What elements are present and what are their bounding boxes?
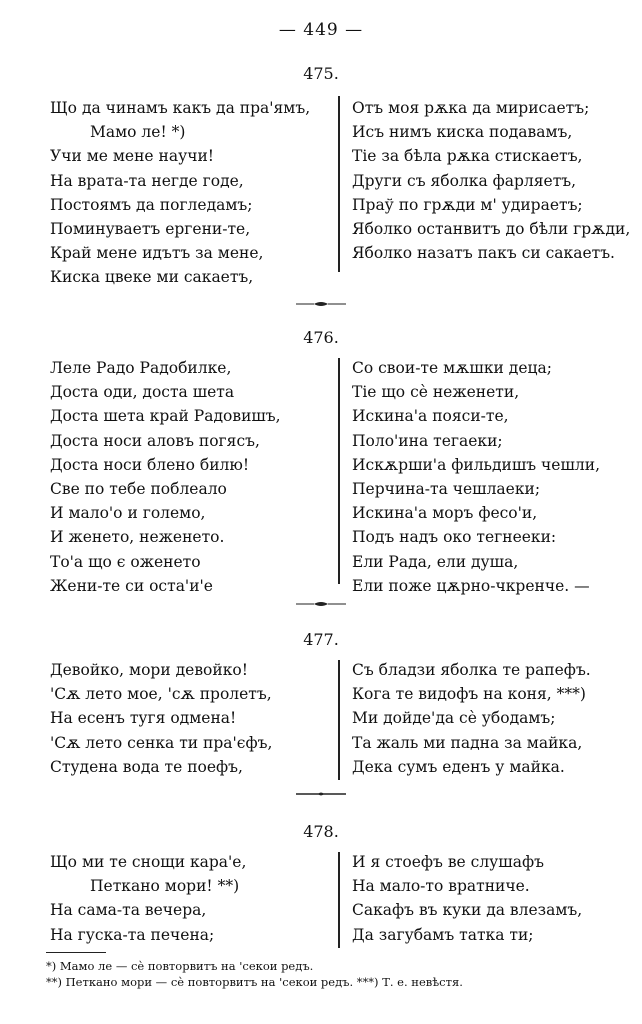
poem-right-column — [352, 658, 622, 779]
verse-line: Доста носи аловъ погясъ, — [50, 431, 260, 450]
verse-line: Други съ яболка фарляетъ, — [352, 171, 577, 190]
verse-line: И женето, неженето. — [50, 528, 225, 547]
ornament-divider — [296, 300, 346, 308]
poem-number-476: 476. — [303, 328, 339, 347]
poem-left-column — [50, 356, 330, 598]
verse-line: Перчина-та чешлаеки; — [352, 479, 541, 498]
verse-line: Искина'а пояси-те, — [352, 407, 509, 426]
verse-line: Кога те видофъ на коня, ***) — [352, 685, 586, 704]
verse-line: Учи ме мене научи! — [50, 147, 215, 166]
verse-line: Студена вода те поефъ, — [50, 757, 243, 776]
verse-line: Що да чинамъ какъ да пра'ямъ, — [50, 99, 311, 117]
footnote: **) Петкано мори — сѐ повторвитъ на 'секои редъ. ***) Т. е. невѣстя. — [46, 975, 463, 989]
verse-line: Праў по грѫди м' удираетъ; — [352, 195, 583, 214]
verse-line: Ми дойде'да сѐ убодамъ; — [352, 709, 556, 728]
verse-line: Подъ надъ око тегнееки: — [352, 528, 557, 547]
verse-line: Искина'а моръ фесо'и, — [352, 504, 538, 523]
poem-right-column — [352, 850, 622, 947]
verse-line: На сама-та вечера, — [50, 901, 207, 920]
poem-right-column — [352, 96, 631, 265]
verse-line: Дека сумъ еденъ у майка. — [352, 757, 565, 776]
verse-line: На есенъ тугя одмена! — [50, 709, 237, 728]
verse-line: Сакафъ въ куки да влезамъ, — [352, 901, 583, 920]
verse-line: Яболко назатъ пакъ си сакаетъ. — [352, 244, 615, 263]
verse-line: Край мене идътъ за мене, — [50, 244, 264, 263]
poem-right-column — [352, 356, 622, 598]
verse-line: Отъ моя рѫка да мирисаетъ; — [352, 99, 590, 117]
verse-line: 'Сѫ лето сенка ти пра'єфъ, — [50, 733, 273, 752]
verse-line: Ели Рада, ели душа, — [352, 552, 519, 571]
verse-line: Киска цвеке ми сакаетъ, — [50, 268, 254, 287]
verse-line: Съ бладзи яболка те рапефъ. — [352, 661, 591, 679]
footnote: *) Мамо ле — сѐ повторвитъ на 'секои редъ. — [46, 959, 314, 973]
ornament-divider — [296, 790, 346, 798]
verse-line: Девойко, мори девойко! — [50, 661, 248, 679]
poem-left-column — [50, 96, 330, 290]
verse-line: Тіе за бѣла рѫка стискаетъ, — [352, 147, 583, 166]
verse-line: Жени-те си оста'и'е — [50, 576, 213, 595]
footnote-rule — [46, 952, 106, 953]
verse-line: 'Сѫ лето мое, 'сѫ пролетъ, — [50, 685, 272, 704]
verse-line: Доста шета край Радовишъ, — [50, 407, 281, 426]
poem-number-477: 477. — [303, 630, 339, 649]
ornament-divider — [296, 600, 346, 608]
verse-line: На гуска-та печена; — [50, 925, 215, 944]
column-divider — [338, 660, 340, 780]
verse-line: Со свои-те мѫшки деца; — [352, 359, 552, 377]
verse-line: И мало'о и големо, — [50, 504, 206, 523]
verse-line: На мало-то вратниче. — [352, 877, 530, 896]
poem-left-column — [50, 658, 330, 779]
verse-line: Яболко останвитъ до бѣли грѫди, — [352, 219, 631, 238]
footnotes — [46, 958, 606, 990]
poem-number-475: 475. — [303, 64, 339, 83]
page-number: — 449 — — [278, 20, 364, 40]
poem-number-478: 478. — [303, 822, 339, 841]
verse-line: Да загубамъ татка ти; — [352, 925, 534, 944]
verse-line: Све по тебе поблеало — [50, 479, 227, 498]
verse-line: Исъ нимъ киска подавамъ, — [352, 123, 573, 142]
column-divider — [338, 852, 340, 948]
column-divider — [338, 96, 340, 272]
verse-line: Леле Радо Радобилке, — [50, 359, 232, 377]
column-divider — [338, 358, 340, 584]
verse-line: Петкано мори! **) — [90, 877, 240, 896]
verse-line: Доста оди, доста шета — [50, 383, 235, 402]
verse-line: Та жаль ми падна за майка, — [352, 733, 583, 752]
verse-line: То'а що є оженето — [50, 552, 201, 571]
verse-line: Ели поже цѫрно-чкренче. — — [352, 576, 590, 595]
verse-line: Поло'ина тегаеки; — [352, 431, 503, 450]
verse-line: На врата-та негде годе, — [50, 171, 244, 190]
verse-line: Постоямъ да погледамъ; — [50, 195, 253, 214]
verse-line: Мамо ле! *) — [90, 123, 186, 142]
verse-line: Тіе що сѐ неженети, — [352, 383, 520, 402]
verse-line: Що ми те снощи кара'е, — [50, 853, 247, 871]
verse-line: Искѫрши'а фильдишъ чешли, — [352, 455, 600, 474]
verse-line: Доста носи блено билю! — [50, 455, 250, 474]
verse-line: И я стоефъ ве слушафъ — [352, 853, 544, 871]
poem-left-column — [50, 850, 330, 947]
verse-line: Поминуваетъ ергени-те, — [50, 219, 251, 238]
